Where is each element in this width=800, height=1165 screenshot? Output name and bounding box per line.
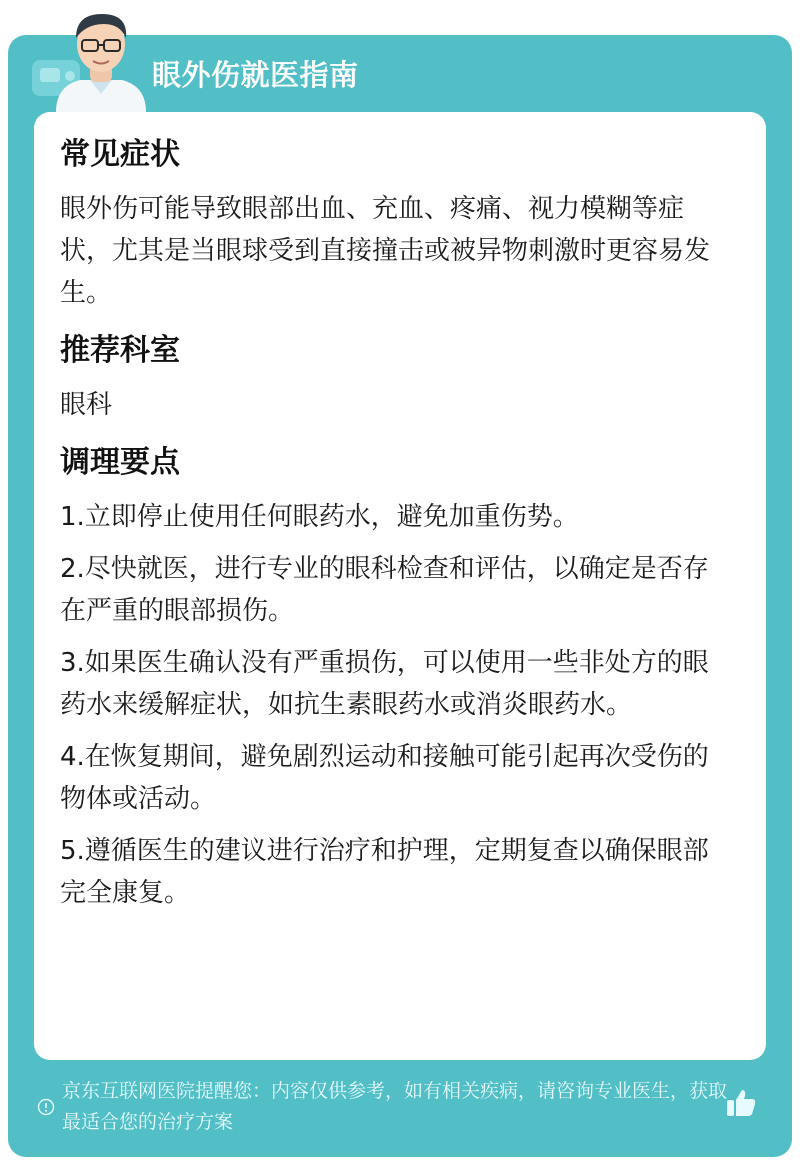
care-item-2: 2.尽快就医，进行专业的眼科检查和评估，以确定是否存在严重的眼部损伤。	[60, 554, 709, 626]
symptoms-heading: 常见症状	[60, 137, 180, 172]
page-title: 眼外伤就医指南	[152, 58, 359, 92]
info-icon	[37, 1098, 55, 1116]
care-item-4: 4.在恢复期间，避免剧烈运动和接触可能引起再次受伤的物体或活动。	[60, 742, 709, 814]
guide-content	[60, 132, 720, 924]
department-text: 眼科	[60, 390, 113, 420]
care-heading: 调理要点	[60, 445, 180, 480]
doctor-avatar	[46, 8, 156, 112]
care-item-1: 1.立即停止使用任何眼药水，避免加重伤势。	[60, 502, 579, 532]
care-item-5: 5.遵循医生的建议进行治疗和护理，定期复查以确保眼部完全康复。	[60, 836, 709, 908]
symptoms-text: 眼外伤可能导致眼部出血、充血、疼痛、视力模糊等症状，尤其是当眼球受到直接撞击或被异物刺激时更容易发生。	[60, 194, 711, 308]
disclaimer-text: 京东互联网医院提醒您：内容仅供参考，如有相关疾病，请咨询专业医生，获取最适合您的治疗方案	[62, 1080, 728, 1133]
care-item-3: 3.如果医生确认没有严重损伤，可以使用一些非处方的眼药水来缓解症状，如抗生素眼药水或消炎眼药水。	[60, 648, 709, 720]
department-heading: 推荐科室	[60, 333, 180, 368]
thumbs-up-icon[interactable]	[724, 1086, 758, 1120]
